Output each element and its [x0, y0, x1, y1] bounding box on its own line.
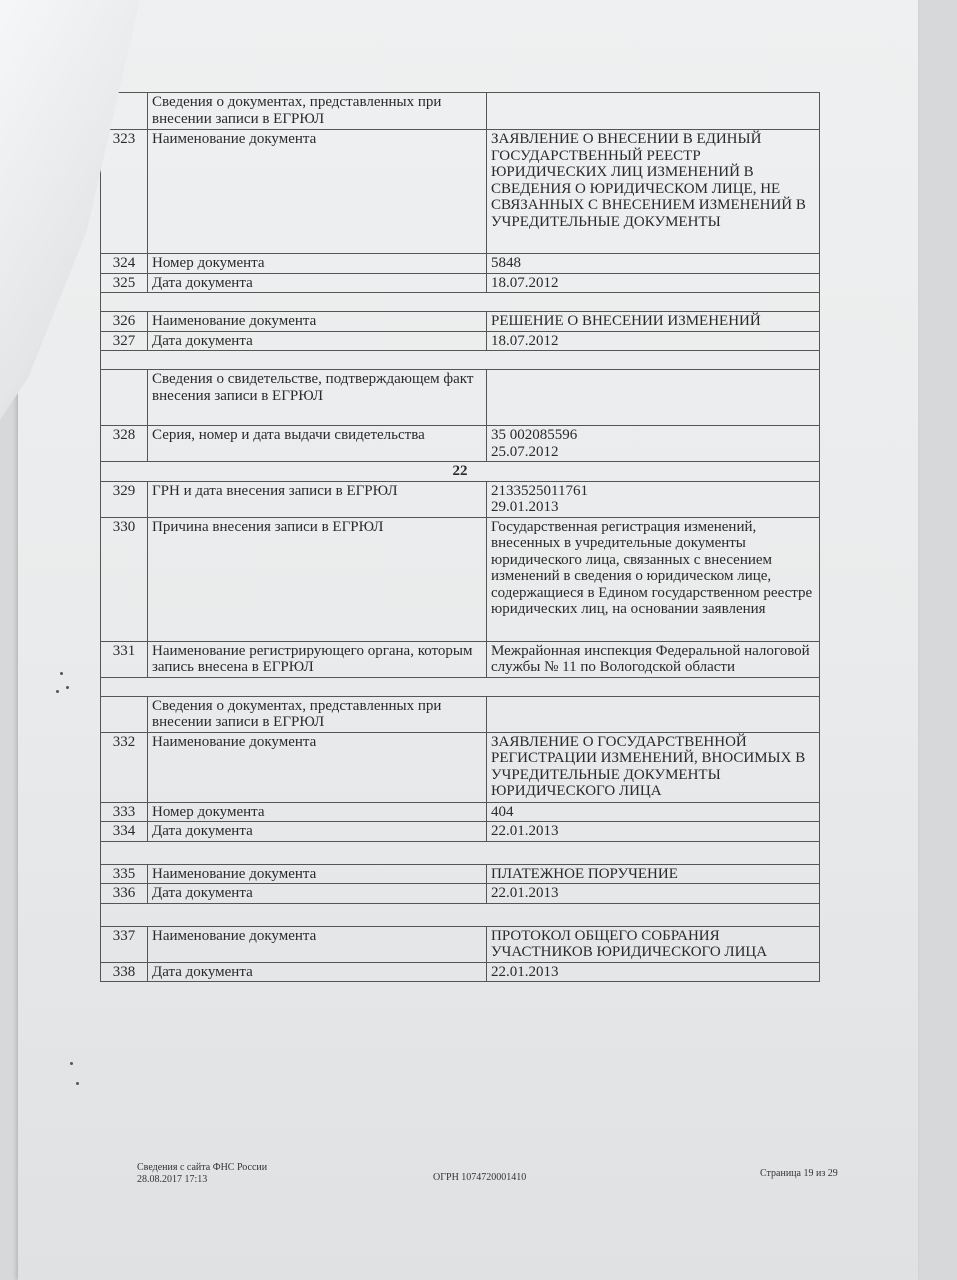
section-number: 22	[101, 462, 820, 482]
footer-source-name: Сведения с сайта ФНС России	[137, 1162, 268, 1173]
section-header: Сведения о свидетельстве, подтверждающем факт внесения записи в ЕГРЮЛ	[148, 370, 487, 426]
table-row	[101, 822, 820, 842]
table-row	[101, 130, 820, 254]
spacer-row	[101, 841, 820, 864]
table-row	[101, 926, 820, 962]
footer-page-number: Страница 19 из 29	[760, 1168, 838, 1179]
row-label: Дата документа	[148, 273, 487, 293]
table-row	[101, 331, 820, 351]
row-value: 5848	[487, 254, 820, 274]
section-header: Сведения о документах, представленных при внесении записи в ЕГРЮЛ	[148, 93, 487, 130]
table-row	[101, 273, 820, 293]
footer-datetime: 28.08.2017 17:13	[137, 1174, 208, 1185]
row-number: 329	[101, 481, 148, 517]
spacer-row	[101, 677, 820, 696]
section-number-row	[101, 462, 820, 482]
row-number: 327	[101, 331, 148, 351]
row-value: ПРОТОКОЛ ОБЩЕГО СОБРАНИЯ УЧАСТНИКОВ ЮРИДИЧЕСКОГО ЛИЦА	[487, 926, 820, 962]
row-number: 332	[101, 732, 148, 802]
table-row	[101, 962, 820, 982]
section-header-row	[101, 93, 820, 130]
section-header: Сведения о документах, представленных при внесении записи в ЕГРЮЛ	[148, 696, 487, 732]
row-value: 22.01.2013	[487, 962, 820, 982]
row-label: Дата документа	[148, 884, 487, 904]
row-number: 328	[101, 426, 148, 462]
row-label: Номер документа	[148, 802, 487, 822]
table-row	[101, 517, 820, 641]
paper-speck	[76, 1082, 79, 1085]
row-value: 18.07.2012	[487, 331, 820, 351]
row-value: ЗАЯВЛЕНИЕ О ГОСУДАРСТВЕННОЙ РЕГИСТРАЦИИ ИЗМЕНЕНИЙ, ВНОСИМЫХ В УЧРЕДИТЕЛЬНЫЕ ДОКУМЕНТЫ ЮРИДИЧЕСКОГО ЛИЦА	[487, 732, 820, 802]
row-label: Наименование документа	[148, 312, 487, 332]
row-value: ЗАЯВЛЕНИЕ О ВНЕСЕНИИ В ЕДИНЫЙ ГОСУДАРСТВЕННЫЙ РЕЕСТР ЮРИДИЧЕСКИХ ЛИЦ ИЗМЕНЕНИЙ В СВЕДЕНИЯ О ЮРИДИЧЕСКОМ ЛИЦЕ, НЕ СВЯЗАННЫХ С ВНЕСЕНИЕМ ИЗМЕНЕНИЙ В УЧРЕДИТЕЛЬНЫЕ ДОКУМЕНТЫ	[487, 130, 820, 254]
table-row	[101, 864, 820, 884]
row-label: Дата документа	[148, 962, 487, 982]
row-number: 325	[101, 273, 148, 293]
egrul-record-table	[100, 92, 820, 982]
row-number: 331	[101, 641, 148, 677]
table-row	[101, 802, 820, 822]
row-value: ПЛАТЕЖНОЕ ПОРУЧЕНИЕ	[487, 864, 820, 884]
row-label: Наименование регистрирующего органа, которым запись внесена в ЕГРЮЛ	[148, 641, 487, 677]
paper-speck	[60, 672, 63, 675]
row-number: 323	[101, 130, 148, 254]
row-label: ГРН и дата внесения записи в ЕГРЮЛ	[148, 481, 487, 517]
table-row	[101, 884, 820, 904]
row-number: 334	[101, 822, 148, 842]
section-header-row	[101, 696, 820, 732]
row-number: 326	[101, 312, 148, 332]
row-label: Серия, номер и дата выдачи свидетельства	[148, 426, 487, 462]
spacer-row	[101, 351, 820, 370]
row-number: 338	[101, 962, 148, 982]
row-label: Дата документа	[148, 822, 487, 842]
paper-speck	[70, 1062, 73, 1065]
spacer-row	[101, 903, 820, 926]
row-number: 330	[101, 517, 148, 641]
table-row	[101, 426, 820, 462]
spacer-row	[101, 293, 820, 312]
row-value: 404	[487, 802, 820, 822]
paper-speck	[66, 686, 69, 689]
footer-source	[137, 1162, 267, 1186]
footer-ogrn: ОГРН 1074720001410	[433, 1172, 527, 1183]
row-value: Межрайонная инспекция Федеральной налоговой службы № 11 по Вологодской области	[487, 641, 820, 677]
row-value: 18.07.2012	[487, 273, 820, 293]
table-row	[101, 732, 820, 802]
paper-speck	[56, 690, 59, 693]
row-label: Наименование документа	[148, 130, 487, 254]
table-row	[101, 641, 820, 677]
row-number: 324	[101, 254, 148, 274]
row-value: 22.01.2013	[487, 884, 820, 904]
table-row	[101, 481, 820, 517]
table-row	[101, 312, 820, 332]
row-label: Наименование документа	[148, 926, 487, 962]
row-number: 335	[101, 864, 148, 884]
row-value: 2133525011761 29.01.2013	[487, 481, 820, 517]
table-row	[101, 254, 820, 274]
row-number: 336	[101, 884, 148, 904]
row-label: Дата документа	[148, 331, 487, 351]
row-number: 337	[101, 926, 148, 962]
row-value: Государственная регистрация изменений, внесенных в учредительные документы юридического лица, связанных с внесением изменений в сведения о юридическом лице, содержащиеся в Едином государственном реестре юридических лиц, на основании заявления	[487, 517, 820, 641]
row-label: Наименование документа	[148, 864, 487, 884]
row-number: 333	[101, 802, 148, 822]
row-label: Наименование документа	[148, 732, 487, 802]
row-label: Номер документа	[148, 254, 487, 274]
row-value: 22.01.2013	[487, 822, 820, 842]
row-value: 35 002085596 25.07.2012	[487, 426, 820, 462]
section-header-row	[101, 370, 820, 426]
row-label: Причина внесения записи в ЕГРЮЛ	[148, 517, 487, 641]
row-value: РЕШЕНИЕ О ВНЕСЕНИИ ИЗМЕНЕНИЙ	[487, 312, 820, 332]
